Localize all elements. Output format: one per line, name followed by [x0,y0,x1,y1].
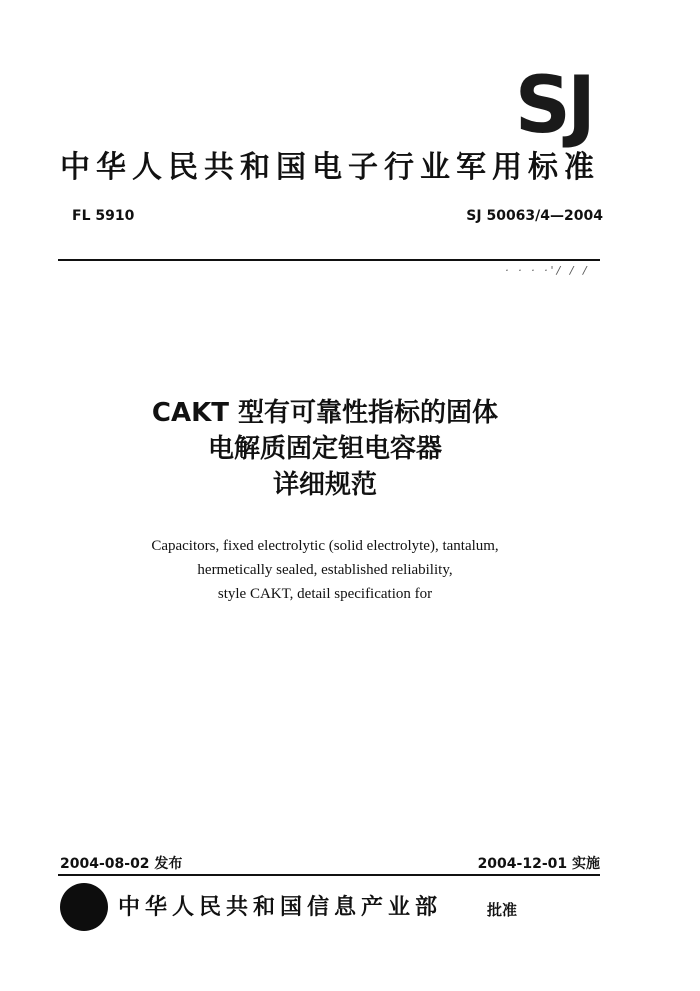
standard-title: 中华人民共和国电子行业军用标准 [60,150,600,185]
footer-divider [58,874,600,876]
main-title-cn [0,395,650,503]
classification-code: FL 5910 [72,208,135,224]
standard-number: SJ 50063/4—2004 [466,208,603,224]
implementation-date: 2004-12-01 实施 [477,856,600,872]
emblem-icon [60,883,108,931]
title-en-line-2: hermetically sealed, established reliability, [197,562,453,578]
title-en-line-1: Capacitors, fixed electrolytic (solid electrolyte), tantalum, [151,538,499,554]
scan-marks: · · · ·'/ / / [505,264,590,277]
title-cn-line-2: 电解质固定钽电容器 [207,434,442,464]
issue-date: 2004-08-02 发布 [60,856,183,872]
title-cn-line-1: CAKT 型有可靠性指标的固体 [151,398,499,428]
title-cn-line-3: 详细规范 [272,470,377,500]
header-divider [58,259,600,261]
main-title-en [0,534,650,606]
sj-logo: SJ [514,61,592,151]
title-en-line-3: style CAKT, detail specification for [217,586,433,602]
approved-label: 批准 [487,901,518,919]
issuing-authority: 中华人民共和国信息产业部 [118,895,443,920]
